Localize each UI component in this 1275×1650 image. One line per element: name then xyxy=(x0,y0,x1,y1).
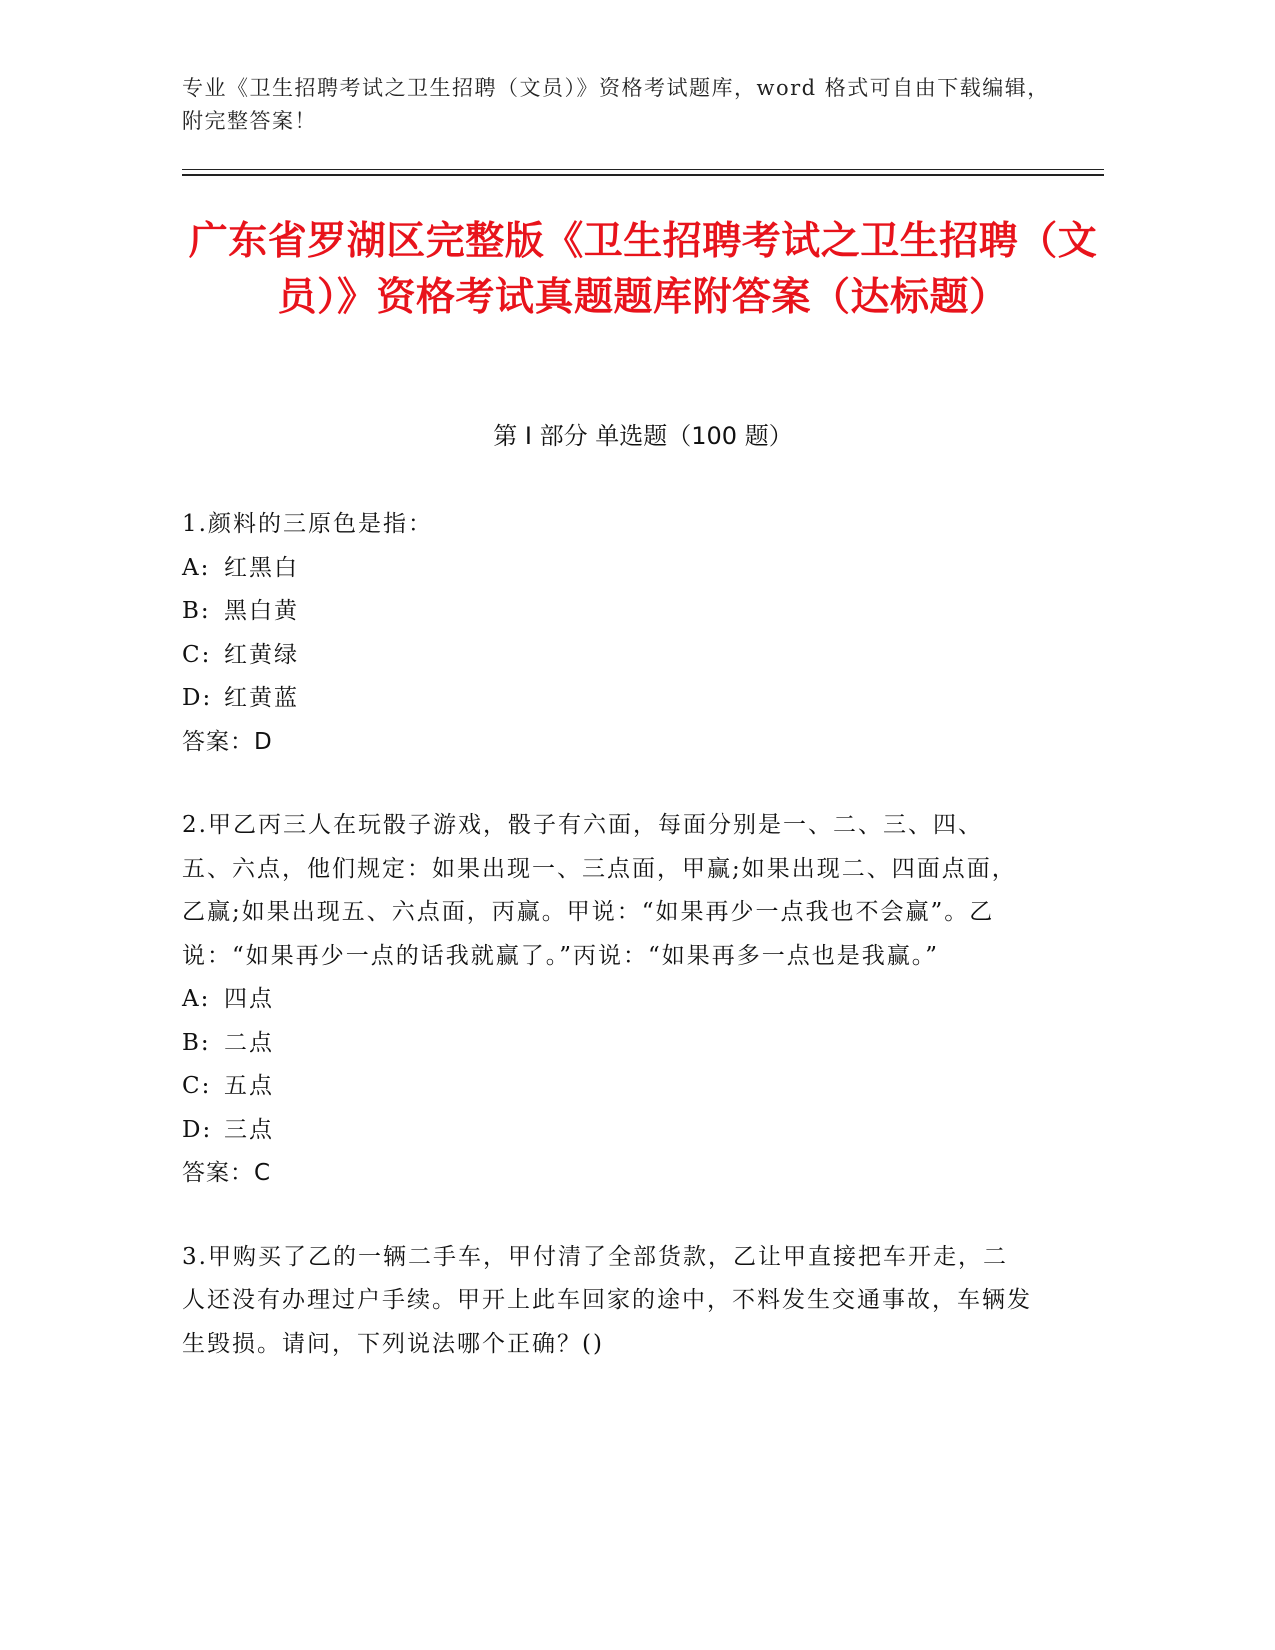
option-text: 红黄绿 xyxy=(224,641,299,668)
question-stem: 1.颜料的三原色是指： xyxy=(182,511,433,537)
option-letter: A: xyxy=(182,554,211,581)
document-title: 广东省罗湖区完整版《卫生招聘考试之卫生招聘（文员）》资格考试真题题库附答案（达标题） xyxy=(188,219,1098,320)
option-letter: C: xyxy=(182,1073,212,1099)
option-text: 红黑白 xyxy=(224,554,299,581)
option-text: 二点 xyxy=(224,1029,274,1056)
header-divider-thick xyxy=(182,174,1104,176)
question-answer: 答案：C xyxy=(182,1160,272,1186)
section-title: 第 I 部分 单选题（100 题） xyxy=(493,422,793,450)
option-text: 三点 xyxy=(224,1116,274,1143)
option-letter: C: xyxy=(182,641,212,668)
option-text: 四点 xyxy=(224,986,274,1012)
option-letter: D: xyxy=(182,1116,213,1143)
question-stem: 2.甲乙丙三人在玩骰子游戏，骰子有六面，每面分别是一、二、三、四、五、六点，他们规定：如果出现一、三点面，甲赢;如果出现二、四面点面，乙赢;如果出现五、六点面，丙赢。甲说：“如果再少一点我也不会赢”。乙说：“如果再少一点的话我就赢了。”丙说：“如果再多一点也是我赢。” xyxy=(182,812,1017,969)
option-letter: B: xyxy=(182,1029,211,1056)
option-letter: D: xyxy=(182,685,213,711)
option-text: 五点 xyxy=(224,1073,274,1099)
question-answer: 答案：D xyxy=(182,728,273,755)
header-note: 专业《卫生招聘考试之卫生招聘（文员）》资格考试题库，word 格式可自由下载编辑，附完整答案！ xyxy=(182,76,1050,133)
option-c xyxy=(182,634,1032,678)
option-a xyxy=(182,978,1032,1022)
question-list xyxy=(182,503,1032,1406)
option-text: 红黄蓝 xyxy=(224,685,299,711)
option-letter: B: xyxy=(182,598,211,624)
option-letter: A: xyxy=(182,986,211,1012)
option-d xyxy=(182,1109,1032,1153)
option-text: 黑白黄 xyxy=(224,598,299,624)
question-2 xyxy=(182,804,1032,1196)
question-stem: 3.甲购买了乙的一辆二手车，甲付清了全部货款，乙让甲直接把车开走，二人还没有办理过户手续。甲开上此车回家的途中，不料发生交通事故，车辆发生毁损。请问，下列说法哪个正确？() xyxy=(182,1243,1032,1357)
option-b xyxy=(182,1022,1032,1066)
option-c xyxy=(182,1065,1032,1109)
option-b xyxy=(182,590,1032,634)
header-divider-thin xyxy=(182,169,1104,170)
option-a xyxy=(182,547,1032,591)
question-1 xyxy=(182,503,1032,764)
question-3 xyxy=(182,1236,1032,1367)
option-d xyxy=(182,677,1032,721)
